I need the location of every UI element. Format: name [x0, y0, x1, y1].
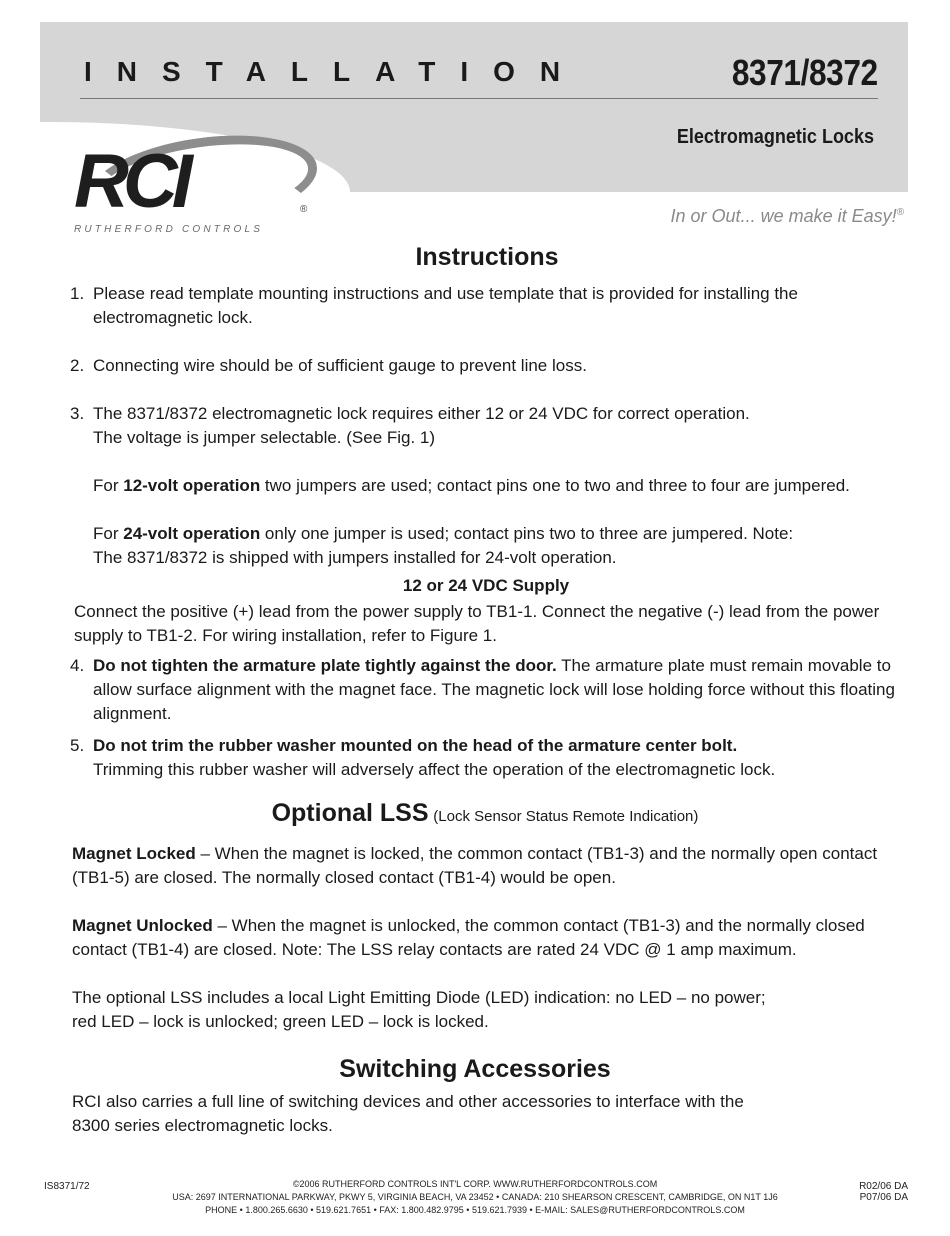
- step-detail: The armature plate must remain movable to allow surface alignment with the magnet face. The magnetic lock will lose holding force without this floating alignment.: [93, 656, 895, 723]
- lss-title: Optional LSS: [271, 799, 429, 827]
- step-2: [0, 354, 900, 402]
- step-number: 1.: [70, 284, 85, 303]
- step-4: [0, 654, 900, 726]
- magnet-unlocked-detail: – When the magnet is unlocked, the common contact (TB1-3) and the normally closed contact (TB1-4) are closed. Note: The LSS relay contacts are rated 24 VDC @ 1 amp maximum.: [72, 916, 865, 959]
- twelve-volt-note: [93, 474, 900, 498]
- accessories-line: RCI also carries a full line of switching devices and other accessories to interface with the: [72, 1092, 744, 1111]
- step-text-line: The 8371/8372 electromagnetic lock requires either 12 or 24 VDC for correct operation.: [93, 404, 750, 423]
- magnet-locked-text: [72, 842, 902, 890]
- step-warning: Do not tighten the armature plate tightly against the door.: [93, 656, 557, 675]
- footer-addresses: USA: 2697 INTERNATIONAL PARKWAY, PKWY 5, VIRGINIA BEACH, VA 23452 • CANADA: 210 SHEARSON CRESCENT, CAMBRIDGE, ON N1T 1J6: [172, 1192, 778, 1202]
- shipping-note: The 8371/8372 is shipped with jumpers installed for 24-volt operation.: [93, 548, 617, 567]
- product-subtitle: Electromagnetic Locks: [676, 126, 874, 148]
- step-number: 5.: [70, 736, 85, 755]
- step-number: 4.: [70, 656, 85, 675]
- footer-copyright: ©2006 RUTHERFORD CONTROLS INT'L CORP. WWW.RUTHERFORDCONTROLS.COM: [292, 1179, 658, 1189]
- twentyfour-volt-note: [93, 522, 900, 546]
- rci-logo: [68, 138, 318, 238]
- tagline-registered-mark: ®: [896, 207, 904, 218]
- twelve-volt-label: 12-volt operation: [123, 476, 261, 495]
- lss-title-note: (Lock Sensor Status Remote Indication): [433, 808, 699, 825]
- magnet-unlocked-text: [72, 914, 902, 962]
- step-warning-text: Do not trim the rubber washer mounted on the head of the armature center bolt.: [93, 736, 738, 755]
- footer-contact: [150, 1178, 800, 1217]
- step-detail: Trimming this rubber washer will adversely affect the operation of the electromagnetic lock.: [93, 760, 776, 779]
- logo-wordmark: RCI: [74, 139, 187, 224]
- step-number: 3.: [70, 404, 85, 423]
- note-text: only one jumper is used; contact pins two to three are jumpered. Note:: [260, 524, 794, 543]
- supply-text: Connect the positive (+) lead from the power supply to TB1-1. Connect the negative (-) lead from the power supply to TB1-2. For wiring installation, refer to Figure 1.: [74, 602, 880, 645]
- step-3: [0, 402, 900, 570]
- instruction-steps-continued: [0, 654, 950, 782]
- note-prefix: For: [93, 476, 124, 495]
- magnet-unlocked-label: Magnet Unlocked: [72, 916, 213, 935]
- logo-registered-mark: ®: [300, 204, 308, 215]
- logo-subtitle: RUTHERFORD CONTROLS: [74, 224, 264, 235]
- lss-heading: [0, 796, 950, 834]
- revision-codes: [859, 1181, 908, 1203]
- step-1: [0, 282, 900, 354]
- accessories-line: 8300 series electromagnetic locks.: [72, 1116, 333, 1135]
- supply-heading: 12 or 24 VDC Supply: [402, 576, 570, 595]
- tagline: [671, 206, 904, 227]
- header-rule: [80, 98, 878, 99]
- step-number: 2.: [70, 356, 85, 375]
- instruction-steps: [0, 282, 950, 570]
- note-text: two jumpers are used; contact pins one to two and three to four are jumpered.: [260, 476, 850, 495]
- revision-code: P07/06 DA: [859, 1192, 908, 1203]
- accessories-heading: Switching Accessories: [339, 1055, 611, 1083]
- doc-type-title: INSTALLATION: [84, 56, 586, 87]
- magnet-locked-detail: – When the magnet is locked, the common contact (TB1-3) and the normally open contact (TB1-5) are closed. The normally closed contact (TB1-4) would be open.: [72, 844, 878, 887]
- step-text-line: The voltage is jumper selectable. (See Fig. 1): [93, 428, 436, 447]
- step-warning: [93, 734, 900, 758]
- instructions-heading: Instructions: [415, 243, 559, 271]
- led-line: red LED – lock is unlocked; green LED – lock is locked.: [72, 1012, 489, 1031]
- model-number: 8371/8372: [732, 52, 878, 93]
- footer-phones: PHONE • 1.800.265.6630 • 519.621.7651 • FAX: 1.800.482.9795 • 519.621.7939 • E-MAIL: SALES@RUTHERFORDCONTROLS.COM: [205, 1205, 745, 1215]
- led-line: The optional LSS includes a local Light Emitting Diode (LED) indication: no LED – no power;: [72, 988, 766, 1007]
- tagline-text: In or Out... we make it Easy!: [670, 206, 897, 226]
- step-5: [0, 734, 900, 782]
- twentyfour-volt-label: 24-volt operation: [123, 524, 261, 543]
- note-prefix: For: [93, 524, 124, 543]
- magnet-locked-label: Magnet Locked: [72, 844, 196, 863]
- step-text: Connecting wire should be of sufficient gauge to prevent line loss.: [93, 356, 587, 375]
- step-text: Please read template mounting instructions and use template that is provided for installing the electromagnetic lock.: [93, 284, 798, 327]
- document-id: IS8371/72: [44, 1181, 90, 1192]
- step-text: [93, 654, 900, 726]
- revision-code: R02/06 DA: [859, 1181, 908, 1192]
- main-content: [0, 240, 950, 1138]
